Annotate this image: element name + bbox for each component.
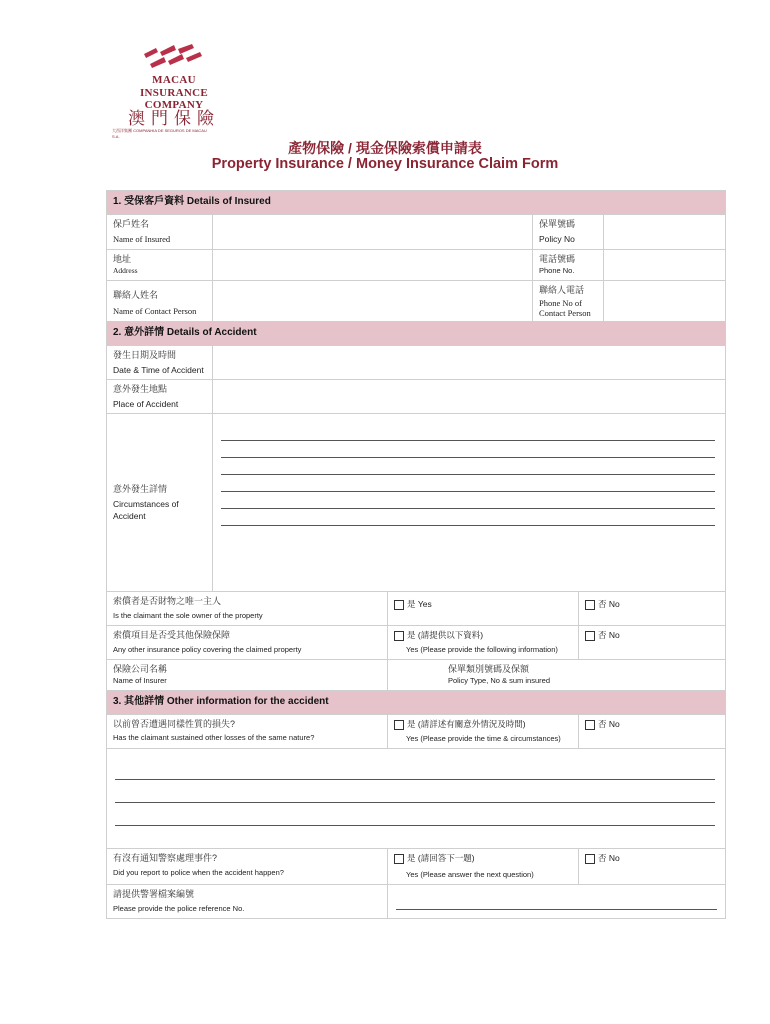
losses-yes-label: 是 (請詳述有關意外情況及時間) xyxy=(407,719,526,729)
logo-name-line1: MACAU xyxy=(152,74,196,86)
insured-name-field[interactable] xyxy=(213,215,533,250)
label-datetime-en: Date & Time of Accident xyxy=(113,365,204,375)
logo-subtitle: 大西洋集團 COMPANHIA DE SEGUROS DE MACAU S.A. xyxy=(112,128,207,139)
label-losses xyxy=(107,715,388,749)
label-ref-en: Please provide the police reference No. xyxy=(113,904,245,913)
owner-yes-option[interactable] xyxy=(388,592,579,626)
label-policy-type-en: Policy Type, No & sum insured xyxy=(448,676,550,685)
row-police xyxy=(107,849,726,885)
policy-type-field[interactable] xyxy=(388,660,726,691)
row-losses-details xyxy=(107,749,726,849)
owner-yes-label: 是 Yes xyxy=(407,599,432,609)
label-insured xyxy=(107,215,213,250)
police-yes-option[interactable] xyxy=(388,849,579,885)
row-circumstances xyxy=(107,414,726,592)
write-line xyxy=(115,817,715,826)
other-ins-no-option[interactable] xyxy=(579,626,726,660)
label-losses-zh: 以前曾否遭遇同樣性質的損失? xyxy=(113,719,236,729)
losses-details-field[interactable] xyxy=(107,749,726,849)
contact-phone-field[interactable] xyxy=(604,281,725,321)
label-contact-phone-en2: Contact Person xyxy=(539,308,591,318)
label-contact-phone-en1: Phone No of xyxy=(539,298,582,308)
label-place xyxy=(107,380,213,414)
police-no-label: 否 No xyxy=(598,853,620,863)
losses-no-checkbox[interactable] xyxy=(585,720,595,730)
police-no-checkbox[interactable] xyxy=(585,854,595,864)
policy-cell xyxy=(533,215,726,250)
losses-yes-checkbox[interactable] xyxy=(394,720,404,730)
label-policy xyxy=(533,215,604,249)
section-1-title: 1. 受保客戶資料 Details of Insured xyxy=(107,191,726,215)
write-line xyxy=(221,500,715,509)
police-no-option[interactable] xyxy=(579,849,726,885)
other-ins-yes-label: 是 (請提供以下資料) xyxy=(407,630,484,640)
label-losses-en: Has the claimant sustained other losses of the same nature? xyxy=(113,733,315,742)
owner-no-checkbox[interactable] xyxy=(585,600,595,610)
logo-name-line2: INSURANCE COMPANY xyxy=(139,87,209,111)
row-datetime xyxy=(107,346,726,380)
label-contact-phone-zh: 聯絡人電話 xyxy=(539,285,585,295)
police-yes-checkbox[interactable] xyxy=(394,854,404,864)
address-field[interactable] xyxy=(213,250,533,281)
other-ins-no-label: 否 No xyxy=(598,630,620,640)
label-other-insurance xyxy=(107,626,388,660)
row-address xyxy=(107,250,726,281)
row-insured xyxy=(107,215,726,250)
owner-yes-checkbox[interactable] xyxy=(394,600,404,610)
label-police-ref xyxy=(107,885,388,919)
write-line xyxy=(396,901,717,910)
police-yes-sublabel: Yes (Please answer the next question) xyxy=(406,870,534,879)
owner-no-label: 否 No xyxy=(598,599,620,609)
row-place xyxy=(107,380,726,414)
write-line xyxy=(221,466,715,475)
label-owner xyxy=(107,592,388,626)
label-insurer-en: Name of Insurer xyxy=(113,676,167,685)
row-contact xyxy=(107,281,726,322)
section-1-header xyxy=(107,191,726,215)
label-policy-zh: 保單號碼 xyxy=(539,219,576,229)
phone-field[interactable] xyxy=(604,250,725,280)
label-place-zh: 意外發生地點 xyxy=(113,384,168,394)
label-insurer-zh: 保險公司名稱 xyxy=(113,664,168,674)
label-address-zh: 地址 xyxy=(113,254,132,264)
row-other-insurance xyxy=(107,626,726,660)
logo-name-chinese: 澳門保險 xyxy=(128,109,220,129)
label-circumstances xyxy=(107,414,213,592)
other-ins-yes-option[interactable] xyxy=(388,626,579,660)
section-3-title: 3. 其他詳情 Other information for the accident xyxy=(107,691,726,715)
losses-yes-sublabel: Yes (Please provide the time & circumstances) xyxy=(406,734,561,743)
section-3-header xyxy=(107,691,726,715)
label-police-en: Did you report to police when the accident happen? xyxy=(113,868,284,877)
losses-no-option[interactable] xyxy=(579,715,726,749)
section-2-title: 2. 意外詳情 Details of Accident xyxy=(107,322,726,346)
row-police-ref xyxy=(107,885,726,919)
label-phone xyxy=(533,250,604,280)
label-circ-en: Circumstances of Accident xyxy=(113,499,179,521)
write-line xyxy=(115,794,715,803)
label-contact-en: Name of Contact Person xyxy=(113,306,197,316)
datetime-field[interactable] xyxy=(213,346,726,380)
label-address xyxy=(107,250,213,281)
circumstances-field[interactable] xyxy=(213,414,726,592)
row-sole-owner xyxy=(107,592,726,626)
label-circ-zh: 意外發生詳情 xyxy=(113,484,168,494)
company-logo xyxy=(112,44,242,139)
police-ref-field[interactable] xyxy=(388,885,726,919)
label-insured-zh: 保戶姓名 xyxy=(113,219,150,229)
label-other-ins-en: Any other insurance policy covering the claimed property xyxy=(113,645,302,654)
label-policy-en: Policy No xyxy=(539,234,575,244)
form-title-chinese: 產物保險 / 現金保險索償申請表 xyxy=(288,140,482,156)
police-yes-label: 是 (請回答下一題) xyxy=(407,853,475,863)
insurer-name-field[interactable] xyxy=(107,660,388,691)
label-datetime xyxy=(107,346,213,380)
label-contact-phone xyxy=(533,281,604,321)
other-ins-yes-sublabel: Yes (Please provide the following information) xyxy=(406,645,558,654)
label-phone-zh: 電話號碼 xyxy=(539,254,576,264)
policy-no-field[interactable] xyxy=(604,215,725,249)
other-ins-no-checkbox[interactable] xyxy=(585,631,595,641)
label-datetime-zh: 發生日期及時間 xyxy=(113,350,177,360)
write-line xyxy=(221,432,715,441)
label-address-en: Address xyxy=(113,266,138,275)
row-other-losses xyxy=(107,715,726,749)
label-owner-zh: 索償者是否財物之唯一主人 xyxy=(113,596,222,606)
label-phone-en: Phone No. xyxy=(539,266,575,275)
losses-no-label: 否 No xyxy=(598,719,620,729)
label-police xyxy=(107,849,388,885)
row-insurer xyxy=(107,660,726,691)
losses-yes-option[interactable] xyxy=(388,715,579,749)
label-contact xyxy=(107,281,213,322)
logo-mark-icon xyxy=(142,44,212,70)
write-line xyxy=(221,483,715,492)
label-other-ins-zh: 索償項目是否受其他保險保障 xyxy=(113,630,231,640)
label-ref-zh: 請提供警署檔案編號 xyxy=(113,889,195,899)
claim-form xyxy=(106,190,725,919)
label-owner-en: Is the claimant the sole owner of the property xyxy=(113,611,263,620)
place-field[interactable] xyxy=(213,380,726,414)
phone-cell xyxy=(533,250,726,281)
write-line xyxy=(115,771,715,780)
label-policy-type-zh: 保單類別號碼及保額 xyxy=(448,664,530,674)
write-line xyxy=(221,449,715,458)
label-insured-en: Name of Insured xyxy=(113,234,171,244)
label-police-zh: 有沒有通知警察處理事件? xyxy=(113,853,218,863)
section-2-header xyxy=(107,322,726,346)
form-title-english: Property Insurance / Money Insurance Claim Form xyxy=(211,156,559,172)
other-ins-yes-checkbox[interactable] xyxy=(394,631,404,641)
write-line xyxy=(221,517,715,526)
contact-name-field[interactable] xyxy=(213,281,533,322)
contact-phone-cell xyxy=(533,281,726,322)
label-place-en: Place of Accident xyxy=(113,399,179,409)
owner-no-option[interactable] xyxy=(579,592,726,626)
label-contact-zh: 聯絡人姓名 xyxy=(113,290,159,300)
